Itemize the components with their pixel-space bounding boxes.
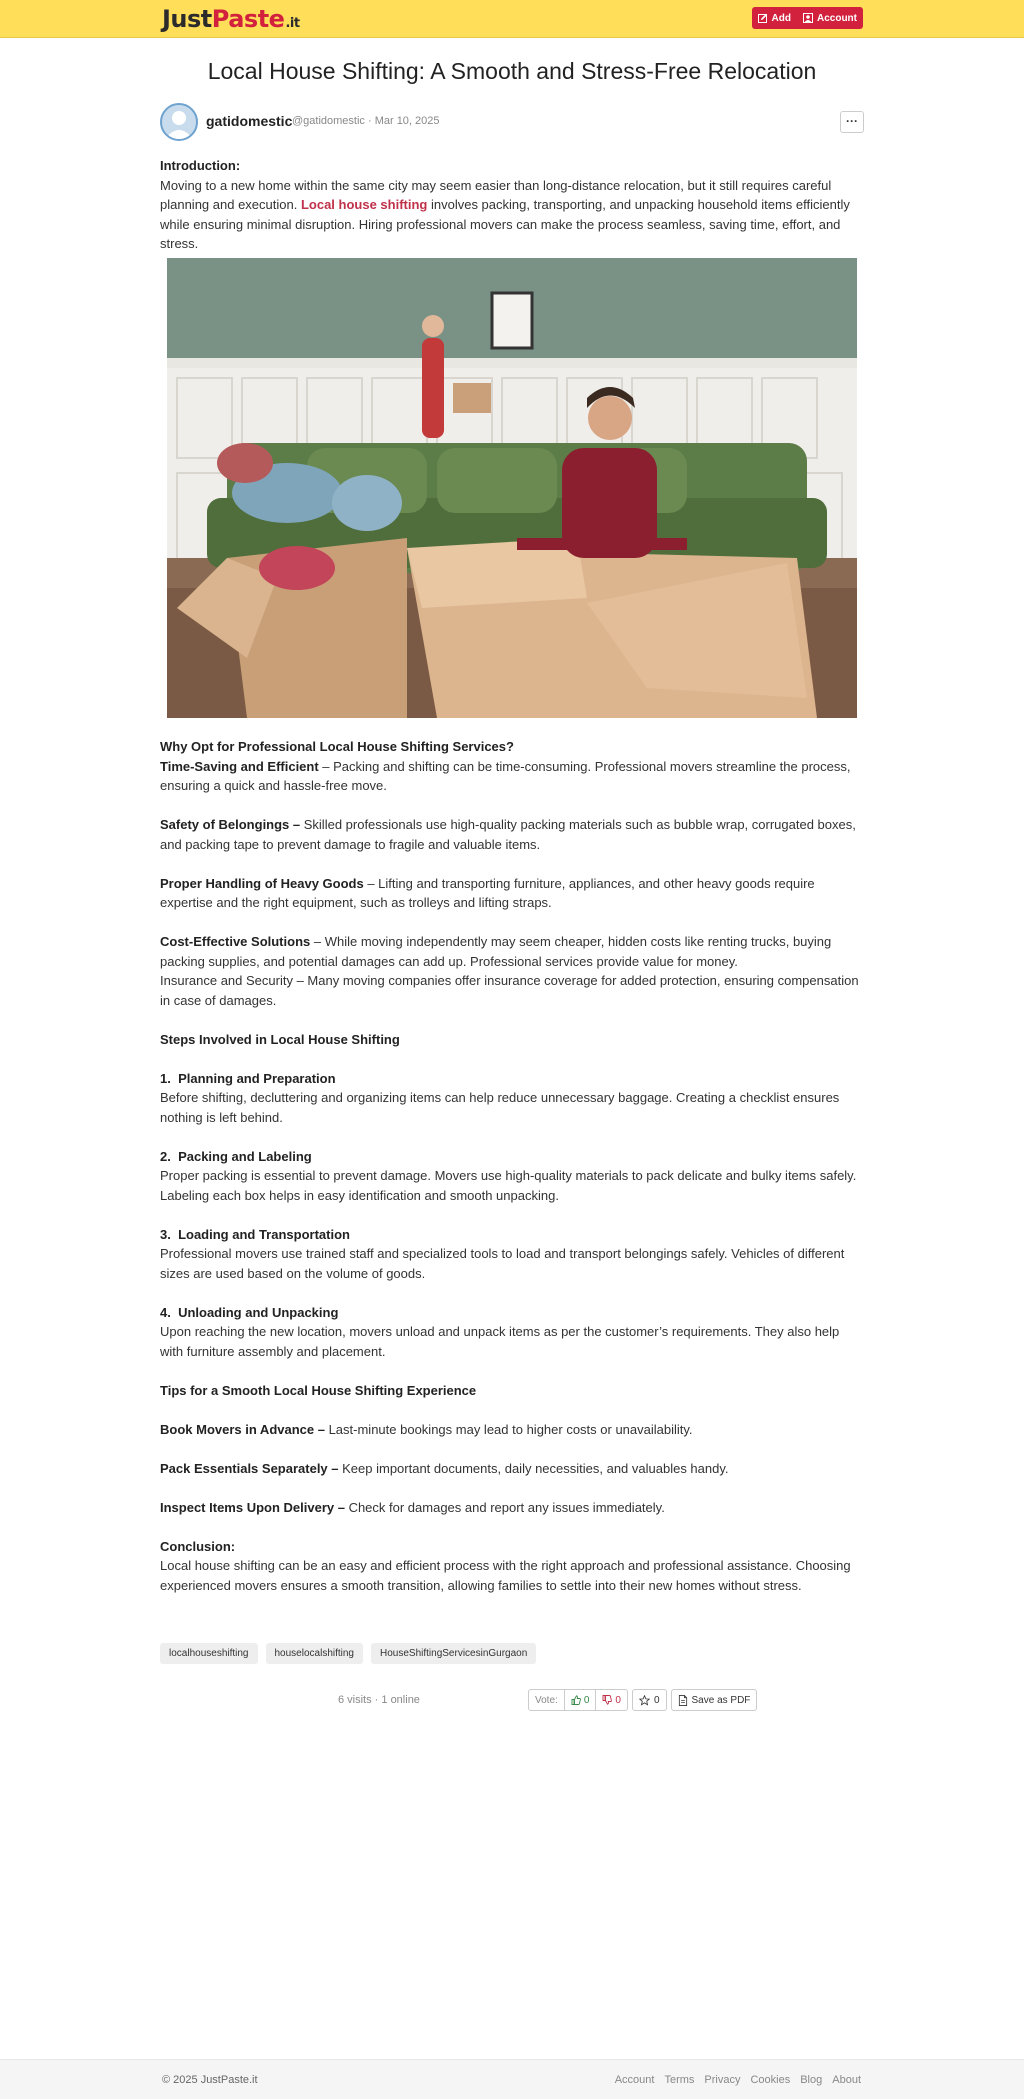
footer-link-account[interactable]: Account: [614, 2074, 655, 2086]
footer-link-blog[interactable]: Blog: [800, 2074, 823, 2086]
tag-houselocalshifting[interactable]: houselocalshifting: [266, 1643, 364, 1664]
logo-text-paste: Paste: [211, 5, 285, 33]
tip-inspect-items: Inspect Items Upon Delivery – Check for damages and report any issues immediately.: [160, 1499, 665, 1515]
conclusion-heading: Conclusion:: [160, 1538, 236, 1554]
user-avatar-icon: [162, 105, 196, 139]
favorite-button[interactable]: [632, 1689, 667, 1711]
star-icon: [639, 1695, 650, 1706]
benefit-insurance: Insurance and Security – Many moving companies offer insurance coverage for added protection, ensuring compensation in case of damages.: [160, 973, 859, 1008]
steps-heading: Steps Involved in Local House Shifting: [160, 1031, 400, 1047]
page-title: Local House Shifting: A Smooth and Stress-Free Relocation: [207, 58, 817, 84]
logo-text-just: Just: [162, 5, 212, 33]
tip-pack-essentials: Pack Essentials Separately – Keep important documents, daily necessities, and valuables handy.: [160, 1460, 729, 1476]
footer-link-terms[interactable]: Terms: [664, 2074, 695, 2086]
footer-link-about[interactable]: About: [832, 2074, 861, 2086]
top-actions: [752, 7, 863, 29]
footer: [0, 2059, 1024, 2099]
footer-links: [615, 2074, 861, 2086]
benefit-safety: Safety of Belongings – Skilled professionals use high-quality packing materials such as bubble wrap, corrugated boxes, and packing tape to prevent damage to fragile and valuable items.: [160, 817, 856, 852]
tag-list: [160, 1643, 536, 1664]
account-button[interactable]: [803, 13, 857, 24]
intro-heading: Introduction:: [160, 158, 241, 173]
author-name[interactable]: gatidomestic: [206, 113, 293, 129]
tag-houseshiftingservicesingurgaon[interactable]: HouseShiftingServicesinGurgaon: [371, 1643, 536, 1664]
tip-book-advance: Book Movers in Advance – Last-minute bookings may lead to higher costs or unavailability.: [160, 1421, 693, 1437]
add-button-label: Add: [771, 12, 791, 24]
add-button[interactable]: [758, 13, 791, 24]
avatar[interactable]: [160, 103, 198, 141]
tips-heading: Tips for a Smooth Local House Shifting Experience: [160, 1382, 477, 1398]
step-2-text: Proper packing is essential to prevent damage. Movers use high-quality materials to pack delicate and bulky items safely. Labeling each box helps in easy identification and smooth unpacking.: [160, 1168, 857, 1203]
step-1-text: Before shifting, decluttering and organizing items can help reduce unnecessary baggage. Creating a checklist ensures nothing is left behind.: [160, 1090, 840, 1125]
thumbs-up-icon: [571, 1695, 581, 1705]
vote-group: [528, 1689, 628, 1711]
step-3-text: Professional movers use trained staff and specialized tools to load and transport belongings safely. Vehicles of different sizes are used based on the volume of goods.: [160, 1246, 845, 1281]
author-row: [160, 103, 864, 143]
tag-localhouseshifting[interactable]: localhouseshifting: [160, 1643, 258, 1664]
local-house-shifting-link[interactable]: Local house shifting: [300, 197, 428, 212]
user-icon: [803, 13, 813, 23]
vote-up-count: 0: [583, 1694, 590, 1706]
moving-couple-image: [167, 258, 857, 718]
footer-link-cookies[interactable]: Cookies: [750, 2074, 791, 2086]
step-3-title: 3. Loading and Transportation: [160, 1226, 350, 1242]
benefit-heavy-goods: Proper Handling of Heavy Goods – Lifting and transporting furniture, appliances, and other heavy goods require expertise and the right equipment, such as trolleys and lifting straps.: [160, 875, 815, 910]
vote-bar: [528, 1689, 757, 1711]
account-button-label: Account: [817, 12, 857, 24]
vote-label: Vote:: [535, 1694, 558, 1706]
why-heading: Why Opt for Professional Local House Shifting Services?: [160, 739, 514, 754]
benefit-cost: Cost-Effective Solutions – While moving independently may seem cheaper, hidden costs like renting trucks, buying packing supplies, and potential damages can add up. Professional services provide value for money.: [160, 934, 832, 969]
article-photo: [167, 258, 857, 718]
step-4-text: Upon reaching the new location, movers unload and unpack items as per the customer’s requirements. They also help with furniture assembly and placement.: [160, 1324, 840, 1359]
site-logo[interactable]: [162, 6, 300, 37]
conclusion-text: Local house shifting can be an easy and efficient process with the right approach and professional assistance. Choosing experienced movers ensures a smooth transition, allowing families to settle into their new homes without stress.: [160, 1558, 851, 1593]
copyright: © 2025 JustPaste.it: [162, 2074, 258, 2086]
step-4-title: 4. Unloading and Unpacking: [160, 1304, 339, 1320]
author-meta: @gatidomestic · Mar 10, 2025: [292, 115, 440, 127]
visit-stats: 6 visits · 1 online: [338, 1694, 420, 1706]
save-as-pdf-button[interactable]: [671, 1689, 758, 1711]
vote-down-button[interactable]: [595, 1690, 627, 1710]
footer-link-privacy[interactable]: Privacy: [704, 2074, 741, 2086]
logo-text-it: .it: [285, 16, 300, 31]
vote-down-count: 0: [615, 1694, 621, 1706]
favorite-count: 0: [653, 1694, 660, 1706]
step-2-title: 2. Packing and Labeling: [160, 1148, 312, 1164]
pdf-file-icon: [678, 1695, 688, 1706]
benefit-time-saving: Time-Saving and Efficient – Packing and shifting can be time-consuming. Professional movers streamline the process, ensuring a quick and hassle-free move.: [160, 758, 851, 793]
step-1-title: 1. Planning and Preparation: [160, 1070, 336, 1086]
thumbs-down-icon: [602, 1695, 612, 1705]
edit-icon: [758, 13, 768, 23]
top-bar: [0, 0, 1024, 38]
more-options-button[interactable]: ···: [840, 111, 864, 133]
article-body: [160, 156, 864, 1595]
intro-paragraph: Moving to a new home within the same city may seem easier than long-distance relocation, but it still requires careful planning and execution. Local house shifting involves packing, transporting, and unpacking household items efficiently while ensuring minimal disruption. Hiring professional movers can make the process seamless, saving time, effort, and stress.: [160, 177, 850, 251]
vote-up-button[interactable]: [564, 1690, 596, 1710]
save-as-pdf-label: Save as PDF: [691, 1694, 751, 1706]
